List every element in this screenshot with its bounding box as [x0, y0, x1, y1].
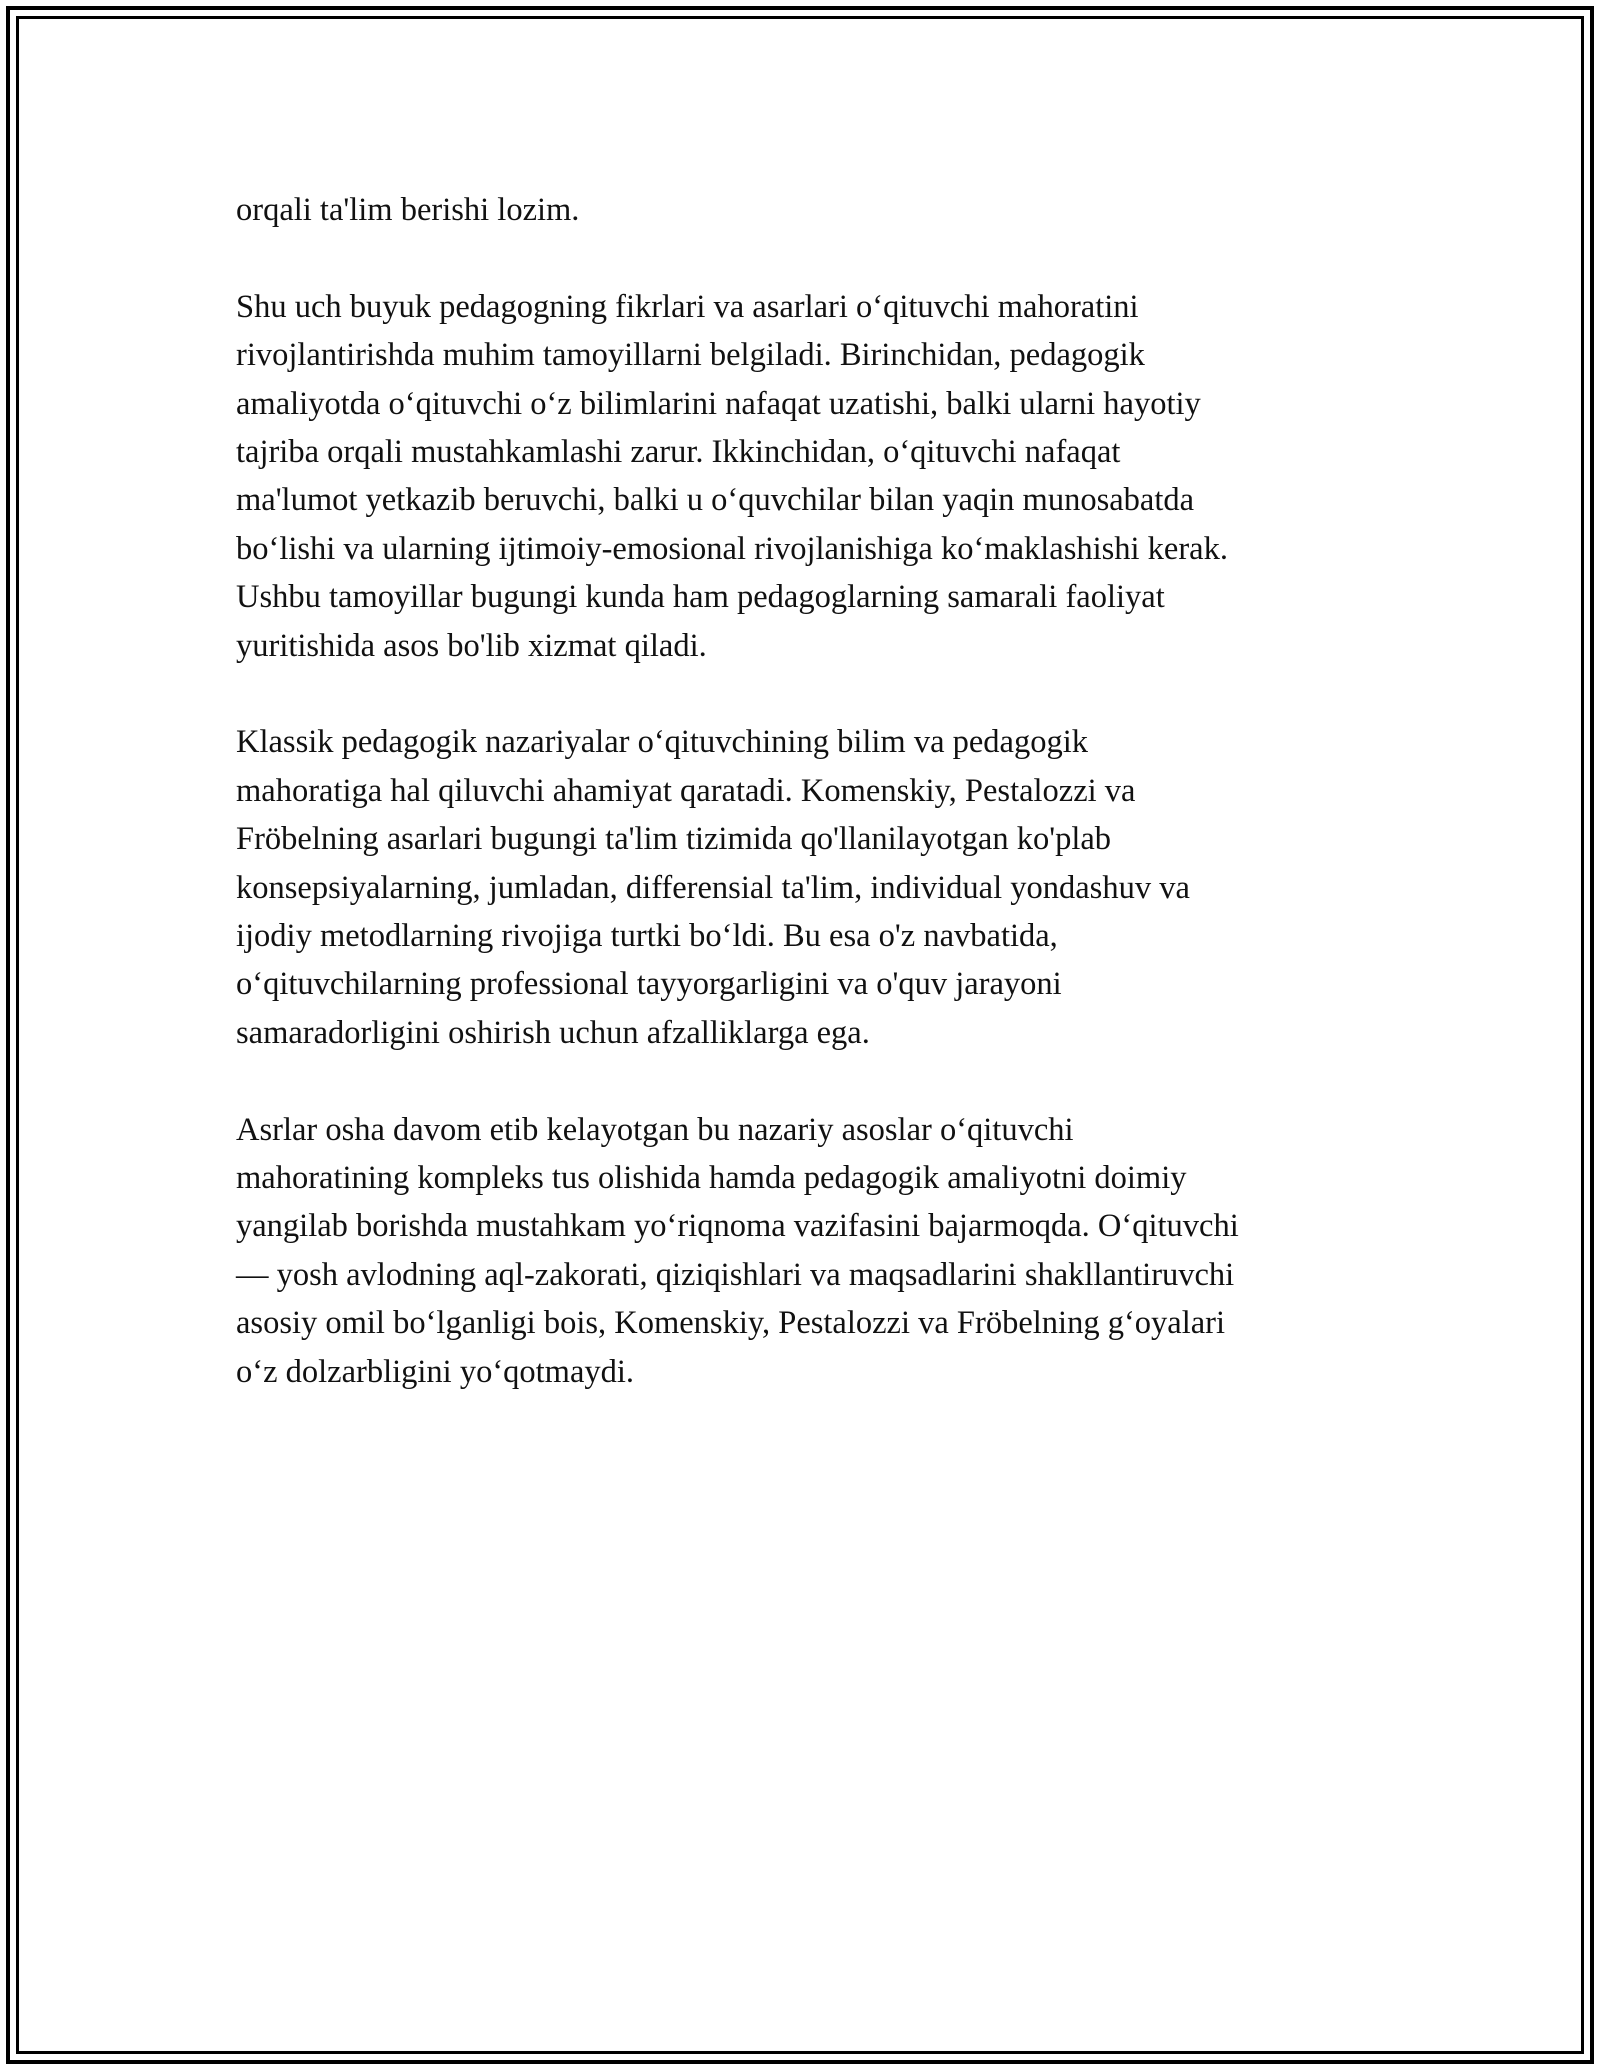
text-line: orqali ta'lim berishi lozim. [236, 192, 580, 228]
text-line: bo‘lishi va ularning ijtimoiy-emosional rivojlanishiga ko‘maklashishi kerak. [236, 530, 1228, 567]
text-line: — yosh avlodning aql-zakorati, qiziqishlari va maqsadlarini shakllantiruvchi [236, 1256, 1235, 1293]
text-line: yuritishida asos bo'lib xizmat qiladi. [236, 627, 707, 664]
text-line: yangilab borishda mustahkam yo‘riqnoma vazifasini bajarmoqda. O‘qituvchi [236, 1208, 1239, 1245]
text-line: ijodiy metodlarning rivojiga turtki bo‘ldi. Bu esa o'z navbatida, [236, 918, 1058, 955]
text-line: Asrlar osha davom etib kelayotgan bu nazariy asoslar o‘qituvchi [236, 1111, 1074, 1148]
text-line: Fröbelning asarlari bugungi ta'lim tizimida qo'llanilayotgan ko'plab [236, 821, 1112, 858]
text-line: o‘z dolzarbligini yo‘qotmaydi. [236, 1353, 635, 1390]
text-line: rivojlantirishda muhim tamoyillarni belgiladi. Birinchidan, pedagogik [236, 337, 1145, 374]
text-line: Ushbu tamoyillar bugungi kunda ham pedagoglarning samarali faoliyat [236, 579, 1165, 616]
text-line: ma'lumot yetkazib beruvchi, balki u o‘quvchilar bilan yaqin munosabatda [236, 482, 1195, 519]
paragraph-3 [236, 718, 1376, 1057]
paragraph-4 [236, 1106, 1376, 1396]
text-line: mahoratiga hal qiluvchi ahamiyat qaratadi. Komenskiy, Pestalozzi va [236, 772, 1136, 809]
paragraph-2 [236, 283, 1376, 670]
text-line: samaradorligini oshirish uchun afzalliklarga ega. [236, 1014, 870, 1051]
paragraph-1 [236, 186, 1376, 234]
text-line: o‘qituvchilarning professional tayyorgarligini va o'quv jarayoni [236, 966, 1062, 1003]
text-line: konsepsiyalarning, jumladan, differensial ta'lim, individual yondashuv va [236, 869, 1190, 906]
text-line: asosiy omil bo‘lganligi bois, Komenskiy, Pestalozzi va Fröbelning g‘oyalari [236, 1305, 1225, 1342]
document-body [236, 186, 1376, 1445]
text-line: amaliyotda o‘qituvchi o‘z bilimlarini nafaqat uzatishi, balki ularni hayotiy [236, 385, 1201, 422]
text-line: mahoratining kompleks tus olishida hamda pedagogik amaliyotni doimiy [236, 1160, 1187, 1197]
text-line: Shu uch buyuk pedagogning fikrlari va asarlari o‘qituvchi mahoratini [236, 288, 1139, 325]
text-line: tajriba orqali mustahkamlashi zarur. Ikkinchidan, o‘qituvchi nafaqat [236, 434, 1121, 471]
text-line: Klassik pedagogik nazariyalar o‘qituvchining bilim va pedagogik [236, 724, 1088, 761]
